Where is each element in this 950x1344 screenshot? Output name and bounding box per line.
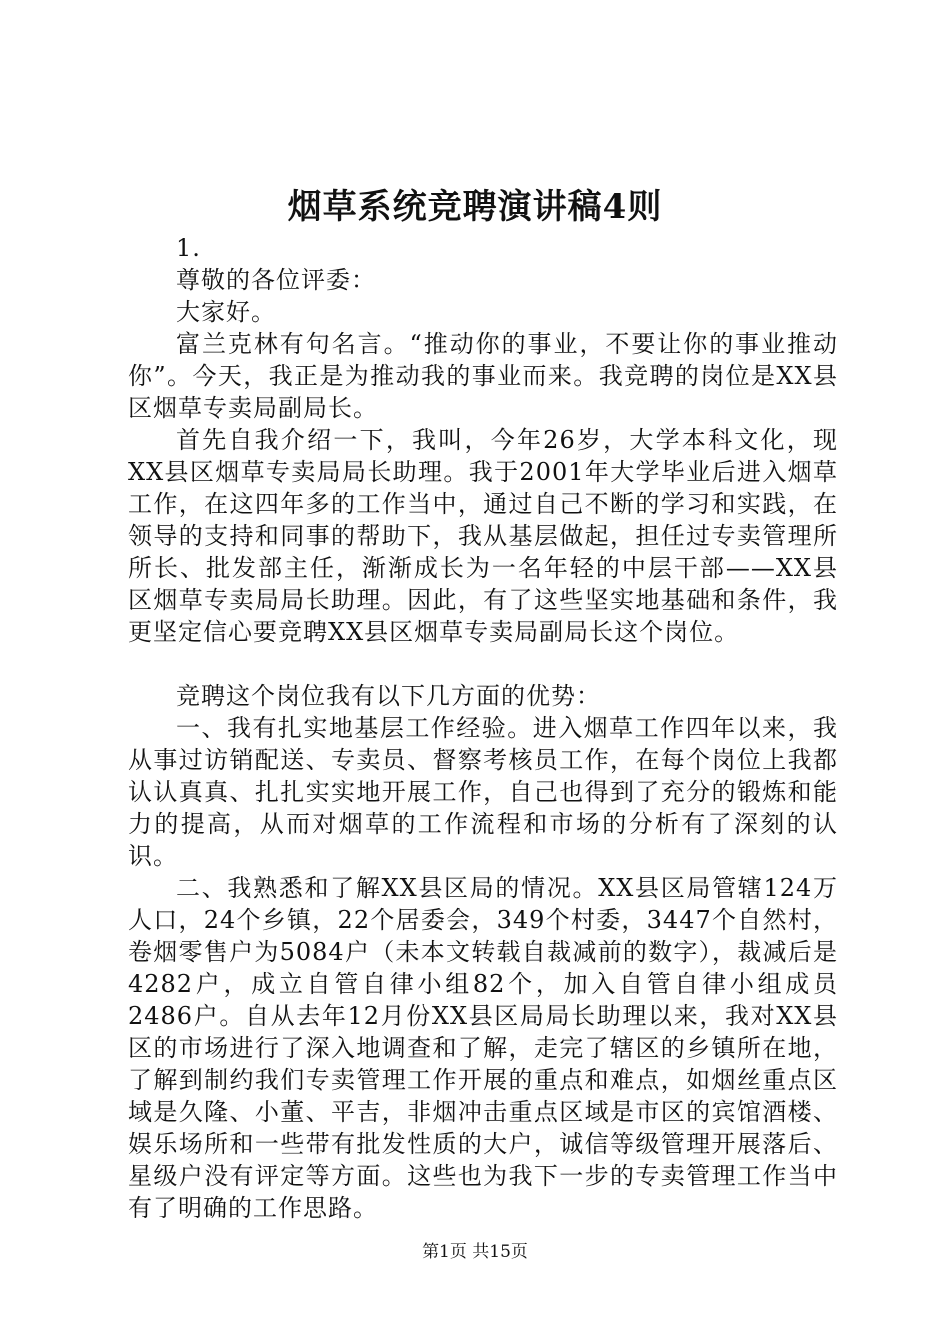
paragraph-quote: 富兰克林有句名言。“推动你的事业，不要让你的事业推动你”。今天，我正是为推动我的事业而来。我竞聘的岗位是XX县区烟草专卖局副局长。	[128, 330, 838, 422]
paragraph-salutation: 尊敬的各位评委：	[176, 266, 376, 294]
paragraph-advantage-two: 二、我熟悉和了解XX县区局的情况。XX县区局管辖124万人口，24个乡镇，22个居委会，349个村委，3447个自然村，卷烟零售户为5084户（未本文转载自裁减前的数字），裁减后是4282户，成立自管自律小组82个，加入自管自律小组成员2486户。自从去年12月份XX县区局局长助理以来，我对XX县区的市场进行了深入地调查和了解，走完了辖区的乡镇所在地，了解到制约我们专卖管理工作开展的重点和难点，如烟丝重点区域是久隆、小董、平吉，非烟冲击重点区域是市区的宾馆酒楼、娱乐场所和一些带有批发性质的大户，诚信等级管理开展落后、星级户没有评定等方面。这些也为我下一步的专卖管理工作当中有了明确的工作思路。	[128, 874, 838, 1222]
paragraph-advantages-heading: 竞聘这个岗位我有以下几方面的优势：	[176, 682, 601, 710]
paragraph-advantage-one: 一、我有扎实地基层工作经验。进入烟草工作四年以来，我从事过访销配送、专卖员、督察考核员工作，在每个岗位上我都认认真真、扎扎实实地开展工作，自己也得到了充分的锻炼和能力的提高，从而对烟草的工作流程和市场的分析有了深刻的认识。	[128, 714, 838, 870]
paragraph-introduction: 首先自我介绍一下，我叫，今年26岁，大学本科文化，现XX县区烟草专卖局局长助理。我于2001年大学毕业后进入烟草工作，在这四年多的工作当中，通过自己不断的学习和实践，在领导的支持和同事的帮助下，我从基层做起，担任过专卖管理所所长、批发部主任，渐渐成长为一名年轻的中层干部——XX县区烟草专卖局局长助理。因此，有了这些坚实地基础和条件，我更坚定信心要竞聘XX县区烟草专卖局副局长这个岗位。	[128, 426, 838, 646]
document-title: 烟草系统竞聘演讲稿4则	[287, 187, 663, 227]
paragraph-greeting: 大家好。	[176, 298, 276, 326]
paragraph-number: 1.	[176, 234, 201, 262]
page-footer: 第1页 共15页	[422, 1242, 528, 1262]
paragraph-spacer	[128, 648, 838, 680]
document-body	[128, 232, 838, 1224]
